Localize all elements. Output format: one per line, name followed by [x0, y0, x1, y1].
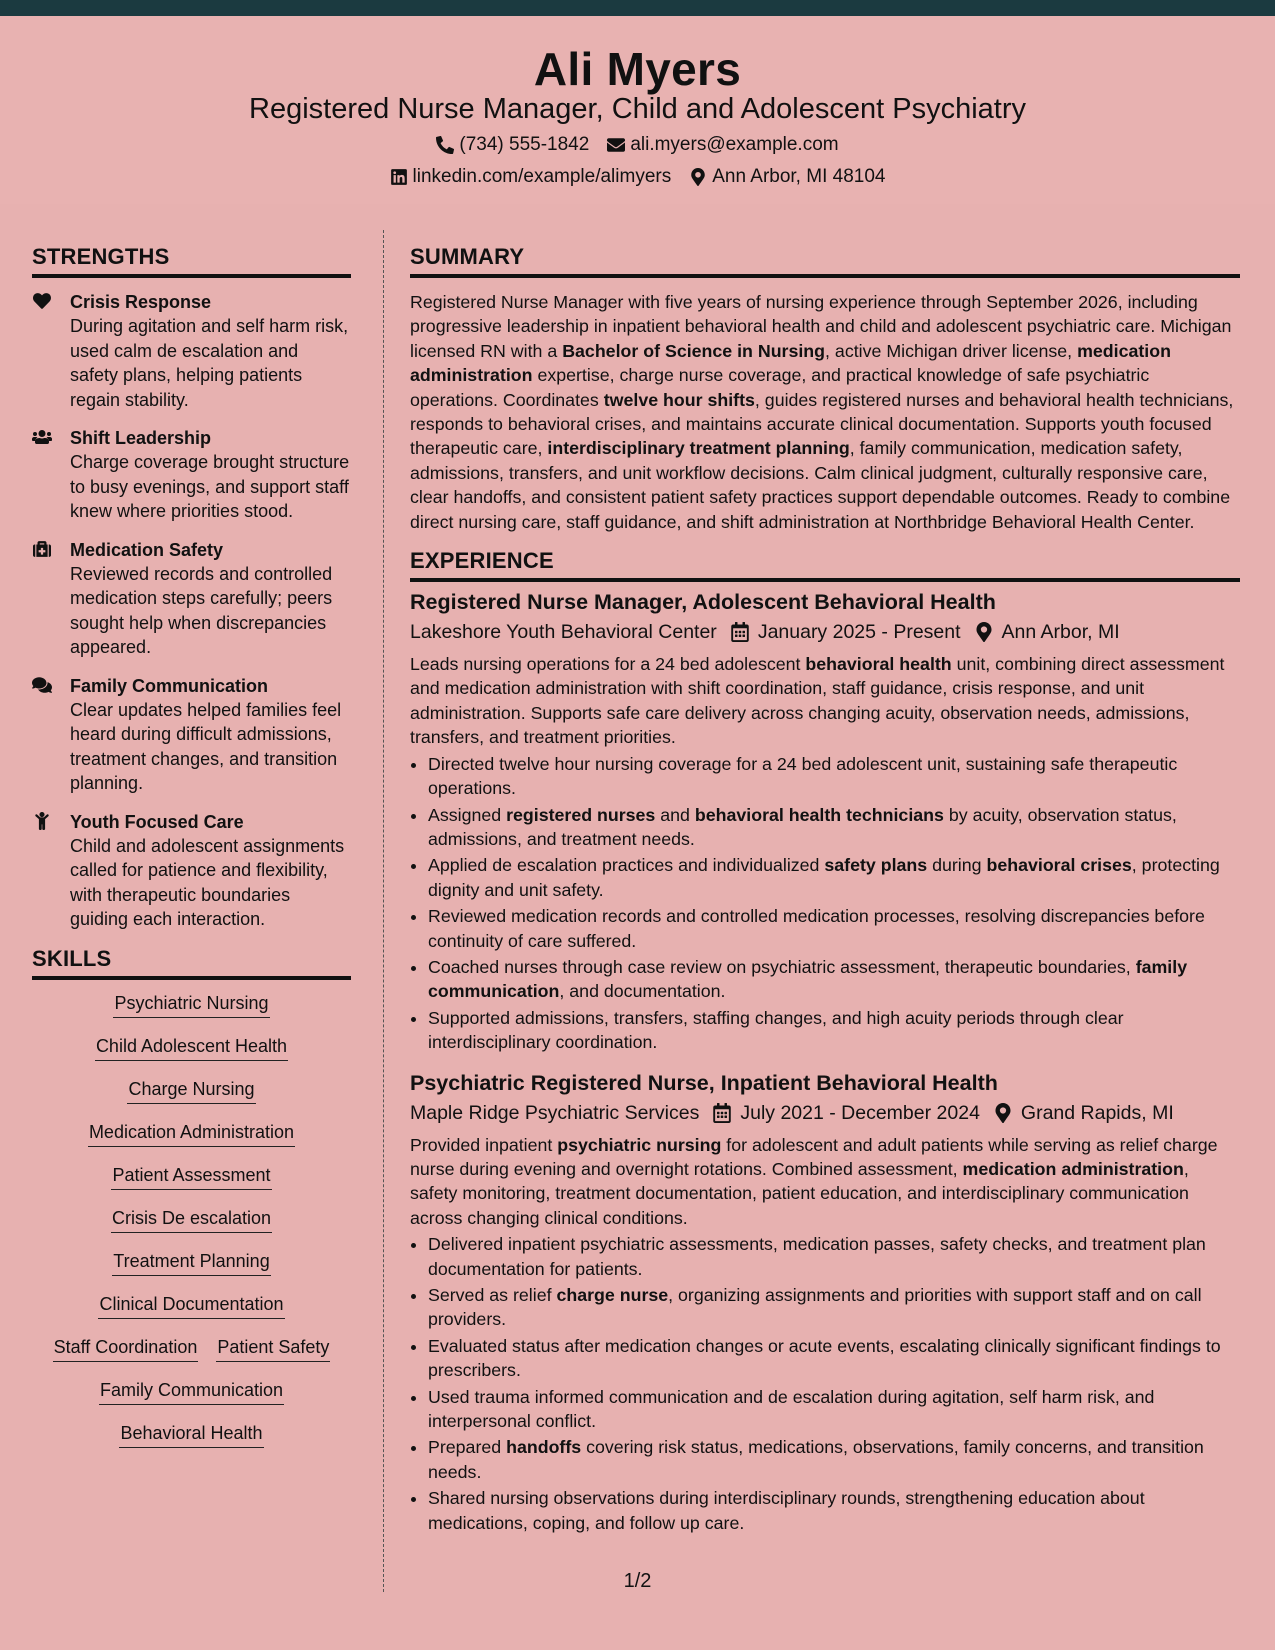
- bold-text: medication administration: [410, 340, 1171, 386]
- bold-text: twelve hour shifts: [603, 389, 755, 410]
- strength-name: Youth Focused Care: [70, 811, 244, 832]
- job-entry: [410, 588, 1240, 1055]
- job-title: Psychiatric Registered Nurse, Inpatient Behavioral Health: [410, 1070, 998, 1095]
- bold-text: family communication: [428, 956, 1188, 1002]
- contact-row-1: [0, 134, 1275, 156]
- summary-heading: SUMMARY: [410, 244, 1240, 278]
- map-marker-icon: [994, 1103, 1012, 1123]
- skill-tag: Patient Safety: [216, 1336, 330, 1362]
- text-run: , active Michigan driver license,: [825, 340, 1078, 361]
- phone-contact[interactable]: [436, 134, 589, 156]
- medkit-icon: [32, 538, 70, 660]
- bullet-item: [428, 803, 1240, 852]
- email-contact[interactable]: [607, 134, 838, 156]
- text-run: Used trauma informed communication and de escalation during agitation, self harm risk, and interpersonal conflict.: [428, 1386, 1155, 1432]
- bold-text: handoffs: [506, 1437, 582, 1458]
- calendar-icon: [731, 622, 749, 642]
- resume-header: [0, 16, 1275, 204]
- bullet-item: [428, 1283, 1240, 1332]
- skill-row: [32, 1250, 351, 1276]
- text-run: Supported admissions, transfers, staffing changes, and high acuity periods through clear interdisciplinary coordination.: [428, 1007, 1124, 1053]
- skill-row: [32, 1336, 351, 1362]
- skill-tag: Child Adolescent Health: [95, 1035, 288, 1061]
- text-run: Evaluated status after medication changes or acute events, escalating clinically significant findings to prescribers.: [428, 1335, 1221, 1381]
- skill-row: [32, 1293, 351, 1319]
- text-run: unit, combining direct assessment and medication administration with shift coordination, staff guidance, crisis response, and unit administration. Supports safe care delivery across changing acuity, observation needs, admissions, transfers, and treatment priorities.: [410, 654, 1225, 748]
- strength-desc: Reviewed records and controlled medication steps carefully; peers sought help when discrepancies appeared.: [70, 563, 333, 657]
- strength-item: [32, 538, 351, 660]
- strength-name: Crisis Response: [70, 292, 212, 312]
- strength-item: [32, 810, 351, 932]
- bold-text: psychiatric nursing: [557, 1134, 722, 1155]
- job-dates: [731, 618, 961, 646]
- bold-text: Bachelor of Science in Nursing: [562, 340, 826, 361]
- text-run: , family communication, medication safety, admissions, transfers, and unit workflow decisions. Calm clinical judgment, culturally responsive care, clear handoffs, and consistent patient safety practices support dependable outcomes. Ready to combine direct nursing care, staff guidance, and shift administration at Northbridge Behavioral Health Center.: [410, 438, 1231, 532]
- users-icon: [32, 426, 70, 524]
- job-location-text: Ann Arbor, MI: [1001, 621, 1120, 644]
- left-column: [32, 244, 351, 1465]
- text-run: Served as relief: [428, 1285, 557, 1305]
- text-run: Applied de escalation practices and individualized: [428, 855, 825, 876]
- map-marker-icon: [689, 168, 707, 186]
- bold-text: safety plans: [824, 855, 928, 876]
- page-number: 1/2: [623, 1570, 652, 1592]
- bullet-item: [428, 1006, 1240, 1055]
- text-run: , safety monitoring, treatment documentation, patient education, and interdisciplinary communication across changing clinical conditions.: [410, 1158, 1189, 1228]
- skill-row: [32, 1379, 351, 1405]
- text-run: covering risk status, medications, observations, family concerns, and transition needs.: [428, 1437, 1204, 1482]
- skill-tag: Psychiatric Nursing: [113, 992, 269, 1018]
- job-dates: [713, 1099, 980, 1127]
- text-run: Directed twelve hour nursing coverage for a 24 bed adolescent unit, sustaining safe therapeutic operations.: [428, 753, 1178, 799]
- phone-icon: [436, 136, 454, 154]
- text-run: Delivered inpatient psychiatric assessments, medication passes, safety checks, and treatment plan documentation for patients.: [428, 1234, 1206, 1279]
- text-run: expertise, charge nurse coverage, and practical knowledge of safe psychiatric operations. Coordinates: [410, 365, 1150, 410]
- heart-icon: [32, 290, 70, 412]
- skill-row: [32, 1422, 351, 1448]
- linkedin-text: linkedin.com/example/alimyers: [412, 166, 672, 187]
- skills-list: [32, 992, 351, 1465]
- skill-tag: Treatment Planning: [112, 1250, 270, 1276]
- skills-section: [32, 946, 351, 1465]
- job-meta: [410, 618, 1240, 646]
- job-meta: [410, 1099, 1240, 1127]
- strengths-heading: STRENGTHS: [32, 244, 351, 278]
- bullet-item: [428, 904, 1240, 953]
- bullet-item: [428, 1486, 1240, 1535]
- strength-item: [32, 674, 351, 796]
- job-dates-text: January 2025 - Present: [757, 621, 961, 644]
- skill-row: [32, 1121, 351, 1147]
- summary-text: [410, 290, 1240, 534]
- skill-row: [32, 1035, 351, 1061]
- bullet-item: [428, 1385, 1240, 1434]
- strength-desc: Charge coverage brought structure to busy evenings, and support staff knew where priorities stood.: [70, 452, 350, 521]
- skills-heading: SKILLS: [32, 946, 351, 980]
- skill-tag: Behavioral Health: [119, 1422, 263, 1448]
- text-run: and: [655, 804, 695, 825]
- strength-name: Shift Leadership: [70, 428, 212, 448]
- text-run: Leads nursing operations for a 24 bed adolescent: [410, 654, 806, 675]
- strength-item: [32, 426, 351, 524]
- column-divider: [383, 230, 384, 1592]
- bullet-item: [428, 752, 1240, 801]
- location-text: Ann Arbor, MI 48104: [712, 166, 886, 187]
- email-text: ali.myers@example.com: [630, 134, 839, 155]
- text-run: Shared nursing observations during interdisciplinary rounds, strengthening education about medications, coping, and follow up care.: [428, 1488, 1145, 1533]
- skill-tag: Medication Administration: [88, 1121, 295, 1147]
- strength-desc: Clear updates helped families feel heard during difficult admissions, treatment changes, and transition planning.: [70, 699, 342, 793]
- job-location-text: Grand Rapids, MI: [1020, 1101, 1174, 1124]
- envelope-icon: [607, 136, 625, 154]
- bullet-item: [428, 955, 1240, 1004]
- skill-row: [32, 1078, 351, 1104]
- text-run: Coached nurses through case review on psychiatric assessment, therapeutic boundaries,: [428, 956, 1136, 977]
- text-run: Reviewed medication records and controlled medication processes, resolving discrepancies before continuity of care suffered.: [428, 906, 1205, 951]
- candidate-name: Ali Myers: [533, 43, 742, 95]
- skill-row: [32, 1207, 351, 1233]
- job-bullets: [410, 1232, 1240, 1535]
- skill-tag: Patient Assessment: [111, 1164, 271, 1190]
- bullet-item: [428, 1435, 1240, 1484]
- map-marker-icon: [975, 622, 993, 642]
- phone-text: (734) 555-1842: [459, 134, 590, 155]
- strength-item: [32, 290, 351, 412]
- skill-tag: Charge Nursing: [127, 1078, 255, 1104]
- text-run: Assigned: [428, 804, 507, 825]
- experience-heading: EXPERIENCE: [410, 548, 1240, 582]
- bullet-item: [428, 853, 1240, 902]
- skill-row: [32, 992, 351, 1018]
- contact-row-2: [0, 166, 1275, 188]
- text-run: Provided inpatient: [410, 1134, 558, 1155]
- job-description: [410, 652, 1240, 750]
- text-run: , guides registered nurses and behavioral health technicians, responds to behavioral crises, and maintains accurate clinical documentation. Supports youth focused therapeutic care,: [410, 389, 1234, 459]
- job-company: Lakeshore Youth Behavioral Center: [410, 621, 717, 644]
- text-run: by acuity, observation status, admissions, and treatment needs.: [428, 804, 1177, 849]
- bold-text: behavioral health: [805, 654, 952, 675]
- job-dates-text: July 2021 - December 2024: [740, 1101, 980, 1124]
- skill-tag: Staff Coordination: [53, 1336, 199, 1362]
- child-icon: [32, 810, 70, 932]
- text-run: during: [927, 855, 987, 876]
- text-run: , protecting dignity and unit safety.: [428, 855, 1220, 900]
- skill-tag: Family Communication: [99, 1379, 284, 1405]
- strength-desc: During agitation and self harm risk, used calm de escalation and safety plans, helping patients regain stability.: [70, 316, 349, 410]
- bullet-item: [428, 1334, 1240, 1383]
- linkedin-icon: [390, 168, 408, 186]
- candidate-title: Registered Nurse Manager, Child and Adolescent Psychiatry: [249, 93, 1026, 125]
- job-location: [975, 618, 1120, 646]
- job-company: Maple Ridge Psychiatric Services: [410, 1101, 700, 1124]
- strength-name: Family Communication: [70, 675, 269, 696]
- job-entry: [410, 1069, 1240, 1536]
- bold-text: registered nurses: [506, 804, 656, 825]
- job-location: [994, 1099, 1174, 1127]
- bold-text: interdisciplinary treatment planning: [547, 438, 850, 459]
- skill-tag: Clinical Documentation: [98, 1293, 284, 1319]
- comments-icon: [32, 674, 70, 796]
- right-column: [410, 244, 1240, 1537]
- job-title: Registered Nurse Manager, Adolescent Behavioral Health: [410, 590, 996, 615]
- top-accent-bar: [0, 0, 1275, 16]
- strength-name: Medication Safety: [70, 539, 224, 560]
- text-run: Registered Nurse Manager with five years of nursing experience through September 2026, including progressive leadership in inpatient behavioral health and child and adolescent psychiatric care. Michigan licensed RN with a: [410, 292, 1232, 361]
- bold-text: charge nurse: [556, 1285, 669, 1305]
- skill-tag: Crisis De escalation: [111, 1207, 272, 1233]
- bold-text: medication administration: [962, 1158, 1184, 1179]
- job-description: [410, 1133, 1240, 1231]
- skill-row: [32, 1164, 351, 1190]
- text-run: for adolescent and adult patients while serving as relief charge nurse during evening and overnight rotations. Combined assessment,: [410, 1134, 1218, 1179]
- linkedin-contact[interactable]: [390, 166, 672, 188]
- job-bullets: [410, 752, 1240, 1055]
- text-run: , organizing assignments and priorities with support staff and on call providers.: [428, 1285, 1202, 1330]
- calendar-icon: [713, 1103, 731, 1123]
- bullet-item: [428, 1232, 1240, 1281]
- text-run: Prepared: [428, 1437, 507, 1458]
- bold-text: behavioral crises: [986, 855, 1132, 876]
- location-contact: [689, 166, 885, 188]
- text-run: , and documentation.: [559, 981, 726, 1002]
- bold-text: behavioral health technicians: [694, 804, 944, 825]
- strength-desc: Child and adolescent assignments called for patience and flexibility, with therapeutic boundaries guiding each interaction.: [70, 835, 345, 929]
